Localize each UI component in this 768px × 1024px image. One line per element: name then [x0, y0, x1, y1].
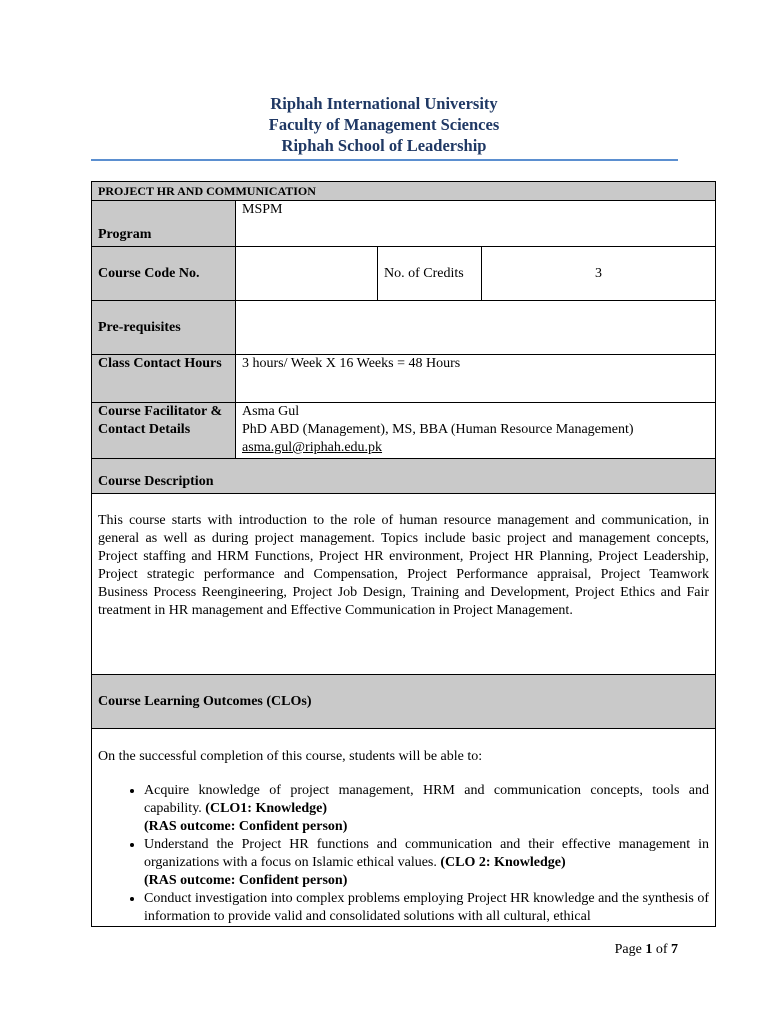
clo-item	[144, 782, 709, 836]
facilitator-details	[236, 403, 716, 459]
clos-heading: Course Learning Outcomes (CLOs)	[92, 675, 716, 729]
of-word: of	[655, 942, 668, 957]
course-code-label: Course Code No.	[92, 247, 236, 301]
clo-tag: (CLO1: Knowledge)	[205, 801, 328, 816]
facilitator-qualifications: PhD ABD (Management), MS, BBA (Human Resource Management)	[242, 422, 634, 437]
page-word: Page	[614, 942, 642, 957]
program-value: MSPM	[236, 201, 716, 247]
clos-list	[98, 782, 709, 926]
clo-ras: (RAS outcome: Confident person)	[144, 873, 348, 888]
clos-section	[92, 729, 716, 927]
university-name: Riphah International University	[270, 94, 498, 113]
clo-item	[144, 890, 709, 926]
clos-intro: On the successful completion of this course, students will be able to:	[98, 749, 483, 764]
credits-value: 3	[482, 247, 716, 301]
faculty-name: Faculty of Management Sciences	[268, 115, 500, 134]
facilitator-email-link[interactable]: asma.gul@riphah.edu.pk	[242, 440, 383, 455]
clo-text: Conduct investigation into complex problems employing Project HR knowledge and the synthesis of information to provide valid and consolidated solutions with all cultural, ethical	[144, 891, 710, 924]
page-total: 7	[671, 942, 678, 957]
school-name: Riphah School of Leadership	[281, 136, 487, 155]
header-divider	[91, 159, 678, 161]
clo-ras: (RAS outcome: Confident person)	[144, 819, 348, 834]
course-description-text: This course starts with introduction to the role of human resource management and communication, in general as well as during project management. Topics include basic project and management concepts, Project staffing and HRM Functions, Project HR environment, Project HR Planning, Project Leadership, Project strategic performance and Compensation, Project Performance appraisal, Project Teamwork Business Process Reengineering, Project Job Design, Training and Development, Project Ethics and Fair treatment in HR management and Effective Communication in Project Management.	[92, 494, 716, 675]
page-footer	[0, 942, 678, 958]
prerequisites-label: Pre-requisites	[92, 301, 236, 355]
contact-hours-value: 3 hours/ Week X 16 Weeks = 48 Hours	[236, 355, 716, 403]
facilitator-name: Asma Gul	[242, 404, 300, 419]
course-description-heading: Course Description	[92, 459, 716, 494]
credits-label: No. of Credits	[378, 247, 482, 301]
clo-text: Acquire knowledge of project management, HRM and communication concepts, tools and capability.	[144, 783, 710, 816]
contact-hours-label: Class Contact Hours	[92, 355, 236, 403]
course-outline-table	[91, 181, 716, 927]
facilitator-label: Course Facilitator & Contact Details	[92, 403, 236, 459]
course-title: PROJECT HR AND COMMUNICATION	[92, 182, 716, 201]
page-number: 1	[645, 942, 653, 957]
document-header	[0, 93, 768, 156]
clo-tag: (CLO 2: Knowledge)	[440, 855, 566, 870]
clo-item	[144, 836, 709, 890]
program-label: Program	[92, 201, 236, 247]
prerequisites-value	[236, 301, 716, 355]
course-code-value	[236, 247, 378, 301]
clo-text: Understand the Project HR functions and communication and their effective management in organizations with a focus on Islamic ethical values.	[144, 837, 710, 870]
